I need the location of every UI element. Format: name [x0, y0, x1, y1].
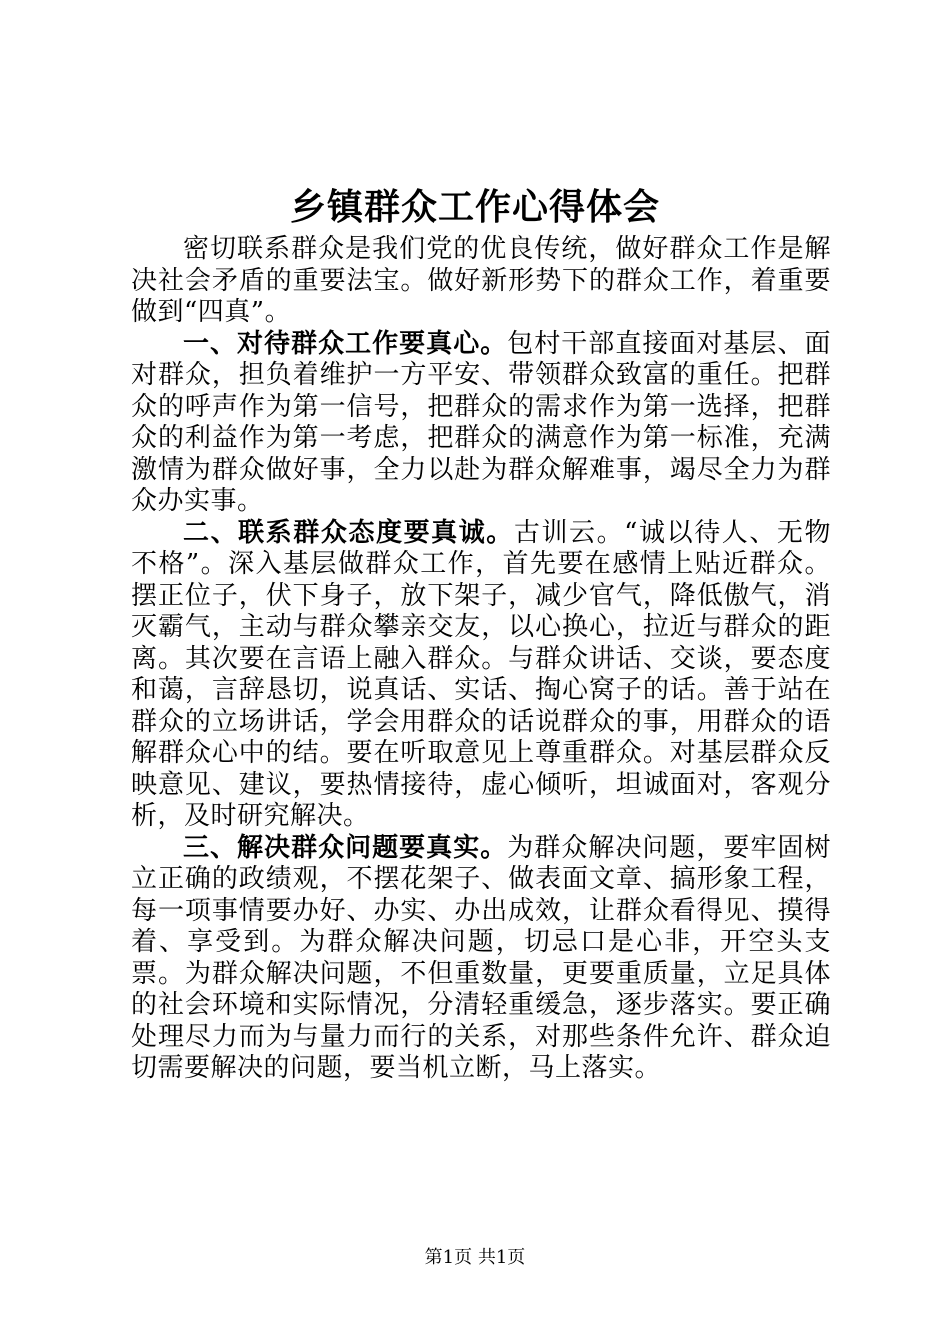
section-text-3: 为群众解决问题，要牢固树立正确的政绩观，不摆花架子、做表面文章、搞形象工程，每一项事情要办好、办实、办出成效，让群众看得见、摸得着、享受到。为群众解决问题，切忌口是心非，开空头支票。为群众解决问题，不但重数量，更要重质量，立足具体的社会环境和实际情况，分清轻重缓急，逐步落实。要正确处理尽力而为与量力而行的关系，对那些条件允许、群众迫切需要解决的问题，要当机立断，马上落实。	[131, 832, 831, 1083]
section-paragraph-2	[131, 518, 831, 833]
document-title: 乡镇群众工作心得体会	[289, 187, 660, 228]
section-text-1: 包村干部直接面对基层、面对群众，担负着维护一方平安、带领群众致富的重任。把群众的呼声作为第一信号，把群众的需求作为第一选择，把群众的利益作为第一考虑，把群众的满意作为第一标准，充满激情为群众做好事，全力以赴为群众解难事，竭尽全力为群众办实事。	[131, 328, 831, 516]
section-heading-1: 一、对待群众工作要真心。	[183, 328, 508, 359]
section-heading-2: 二、联系群众态度要真诚。	[183, 517, 514, 548]
intro-paragraph: 密切联系群众是我们党的优良传统，做好群众工作是解决社会矛盾的重要法宝。做好新形势下的群众工作，着重要做到“四真”。	[131, 234, 831, 327]
page-footer: 第1页 共1页	[424, 1247, 526, 1268]
section-text-2: 古训云。“诚以待人、无物不格”。深入基层做群众工作，首先要在感情上贴近群众。摆正位子，伏下身子，放下架子，减少官气，降低傲气，消灭霸气，主动与群众攀亲交友，以心换心，拉近与群众的距离。其次要在言语上融入群众。与群众讲话、交谈，要态度和蔼，言辞恳切，说真话、实话、掏心窝子的话。善于站在群众的立场讲话，学会用群众的话说群众的事，用群众的语解群众心中的结。要在听取意见上尊重群众。对基层群众反映意见、建议，要热情接待，虚心倾听，坦诚面对，客观分析，及时研究解决。	[131, 517, 831, 831]
section-paragraph-1	[131, 329, 831, 518]
section-heading-3: 三、解决群众问题要真实。	[183, 832, 508, 863]
document-body	[131, 234, 831, 1085]
section-paragraph-3	[131, 833, 831, 1085]
